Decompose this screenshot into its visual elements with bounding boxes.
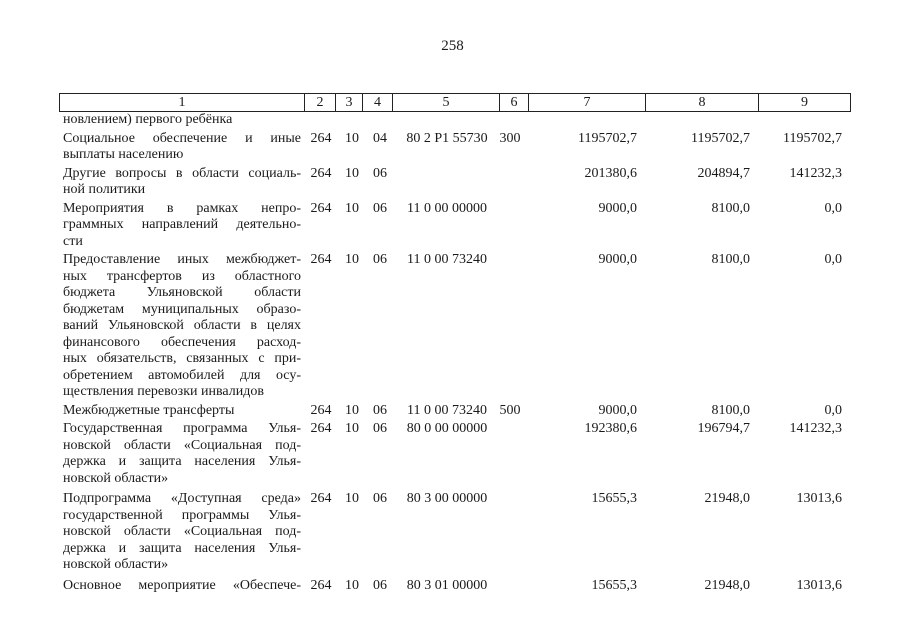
cell-col-5: 11 0 00 00000 <box>407 200 487 216</box>
cell-col-9: 141232,3 <box>789 421 842 436</box>
cell-col-3: 10 <box>345 421 359 436</box>
cell-col-4: 06 <box>373 402 387 418</box>
cell-col-4: 06 <box>373 577 387 593</box>
table-row <box>0 166 905 199</box>
description-line: ных обязательств, связанных с при- <box>63 351 301 366</box>
row-description <box>63 578 301 595</box>
cell-col-9: 13013,6 <box>796 491 842 506</box>
description-line: Основное мероприятие «Обеспече- <box>63 577 301 593</box>
table-row <box>0 112 905 129</box>
description-line: Социальное обеспечение и иные <box>63 130 301 146</box>
cell-col-8: 204894,7 <box>697 165 750 181</box>
cell-col-7: 1195702,7 <box>578 130 637 146</box>
cell-col-8: 21948,0 <box>704 577 750 593</box>
cell-col-7: 201380,6 <box>584 165 637 181</box>
cell-col-2: 264 <box>310 421 332 436</box>
cell-col-7: 9000,0 <box>598 402 637 418</box>
column-header-1: 1 <box>60 94 305 112</box>
cell-col-5: 80 3 00 00000 <box>406 491 488 506</box>
cell-col-3: 10 <box>345 165 359 181</box>
cell-col-4: 06 <box>373 165 387 181</box>
description-line: обретением автомобилей для осу- <box>63 367 301 383</box>
table-row <box>0 252 905 401</box>
cell-col-9: 0,0 <box>824 402 842 418</box>
column-header-table <box>59 93 851 112</box>
description-line: новской области «Социальная под- <box>63 437 301 453</box>
description-line: бюджета Ульяновской области <box>63 285 301 300</box>
row-description <box>63 201 301 251</box>
cell-col-2: 264 <box>310 402 332 418</box>
cell-col-9: 1195702,7 <box>783 130 842 146</box>
cell-col-4: 06 <box>373 491 387 506</box>
cell-col-3: 10 <box>345 200 359 216</box>
cell-col-2: 264 <box>310 165 332 181</box>
description-line: сти <box>63 233 83 249</box>
description-line: граммных направлений деятельно- <box>63 217 301 232</box>
column-header-7: 7 <box>529 94 646 112</box>
row-description <box>63 252 301 401</box>
cell-col-3: 10 <box>345 130 359 146</box>
row-description <box>63 131 301 164</box>
table-body <box>0 112 905 594</box>
table-row <box>0 403 905 420</box>
cell-col-9: 0,0 <box>824 252 842 267</box>
description-line: ществления перевозки инвалидов <box>63 384 264 399</box>
column-header-4: 4 <box>363 94 393 112</box>
cell-col-7: 15655,3 <box>591 491 637 506</box>
column-header-9: 9 <box>759 94 851 112</box>
column-header-row <box>60 94 851 112</box>
description-line: новской области» <box>63 557 169 572</box>
cell-col-2: 264 <box>310 252 332 267</box>
cell-col-2: 264 <box>310 200 332 216</box>
row-description <box>63 166 301 199</box>
description-line: Предоставление иных межбюджет- <box>63 252 301 267</box>
row-description <box>63 421 301 487</box>
column-header-3: 3 <box>336 94 363 112</box>
cell-col-7: 9000,0 <box>598 252 637 267</box>
description-line: новской области» <box>63 470 169 486</box>
description-line: ных трансфертов из областного <box>63 268 301 284</box>
description-line: финансового обеспечения расход- <box>63 334 301 350</box>
cell-col-3: 10 <box>345 402 359 418</box>
table-row <box>0 201 905 251</box>
cell-col-4: 06 <box>373 421 387 436</box>
column-header-5: 5 <box>393 94 500 112</box>
cell-col-9: 141232,3 <box>789 165 842 181</box>
cell-col-7: 192380,6 <box>584 421 637 436</box>
row-description <box>63 403 301 420</box>
column-header-6: 6 <box>500 94 529 112</box>
description-line: Другие вопросы в области социаль- <box>63 165 301 181</box>
description-line: Государственная программа Улья- <box>63 421 301 436</box>
cell-col-9: 13013,6 <box>796 577 842 593</box>
description-line: ваний Ульяновской области в целях <box>63 318 301 333</box>
cell-col-2: 264 <box>310 491 332 506</box>
cell-col-5: 11 0 00 73240 <box>407 402 487 418</box>
column-header-2: 2 <box>305 94 336 112</box>
cell-col-5: 80 2 P1 55730 <box>406 130 488 146</box>
description-line: держка и защита населения Улья- <box>63 540 301 556</box>
description-line: держка и защита населения Улья- <box>63 454 301 469</box>
table-row <box>0 491 905 574</box>
cell-col-2: 264 <box>310 577 332 593</box>
description-line: ной политики <box>63 182 146 197</box>
row-description <box>63 491 301 574</box>
cell-col-5: 80 0 00 00000 <box>406 421 488 436</box>
cell-col-3: 10 <box>345 491 359 506</box>
table-row <box>0 131 905 164</box>
cell-col-9: 0,0 <box>824 200 842 216</box>
cell-col-5: 11 0 00 73240 <box>407 252 487 267</box>
cell-col-8: 8100,0 <box>711 200 750 216</box>
cell-col-8: 8100,0 <box>711 252 750 267</box>
table-row <box>0 421 905 487</box>
description-line: новской области «Социальная под- <box>63 524 301 539</box>
cell-col-6: 300 <box>499 130 521 146</box>
cell-col-7: 9000,0 <box>598 200 637 216</box>
table-row <box>0 578 905 595</box>
cell-col-2: 264 <box>310 130 332 146</box>
cell-col-3: 10 <box>345 252 359 267</box>
cell-col-4: 06 <box>373 200 387 216</box>
cell-col-4: 04 <box>373 130 387 146</box>
row-description <box>63 112 301 129</box>
cell-col-5: 80 3 01 00000 <box>406 577 488 593</box>
description-line: выплаты населению <box>63 147 184 162</box>
description-line: Мероприятия в рамках непро- <box>63 200 301 216</box>
column-header-8: 8 <box>646 94 759 112</box>
cell-col-7: 15655,3 <box>591 577 637 593</box>
description-line: государственной программы Улья- <box>63 507 301 523</box>
description-line: Межбюджетные трансферты <box>63 402 235 418</box>
cell-col-3: 10 <box>345 577 359 593</box>
description-line: бюджетам муниципальных образо- <box>63 301 301 317</box>
description-line: Подпрограмма «Доступная среда» <box>63 491 301 506</box>
cell-col-8: 8100,0 <box>711 402 750 418</box>
cell-col-8: 1195702,7 <box>691 130 750 146</box>
cell-col-4: 06 <box>373 252 387 267</box>
page-number: 258 <box>441 38 464 54</box>
cell-col-8: 21948,0 <box>704 491 750 506</box>
cell-col-8: 196794,7 <box>697 421 750 436</box>
cell-col-6: 500 <box>499 402 521 418</box>
description-line: новлением) первого ребёнка <box>63 112 233 127</box>
